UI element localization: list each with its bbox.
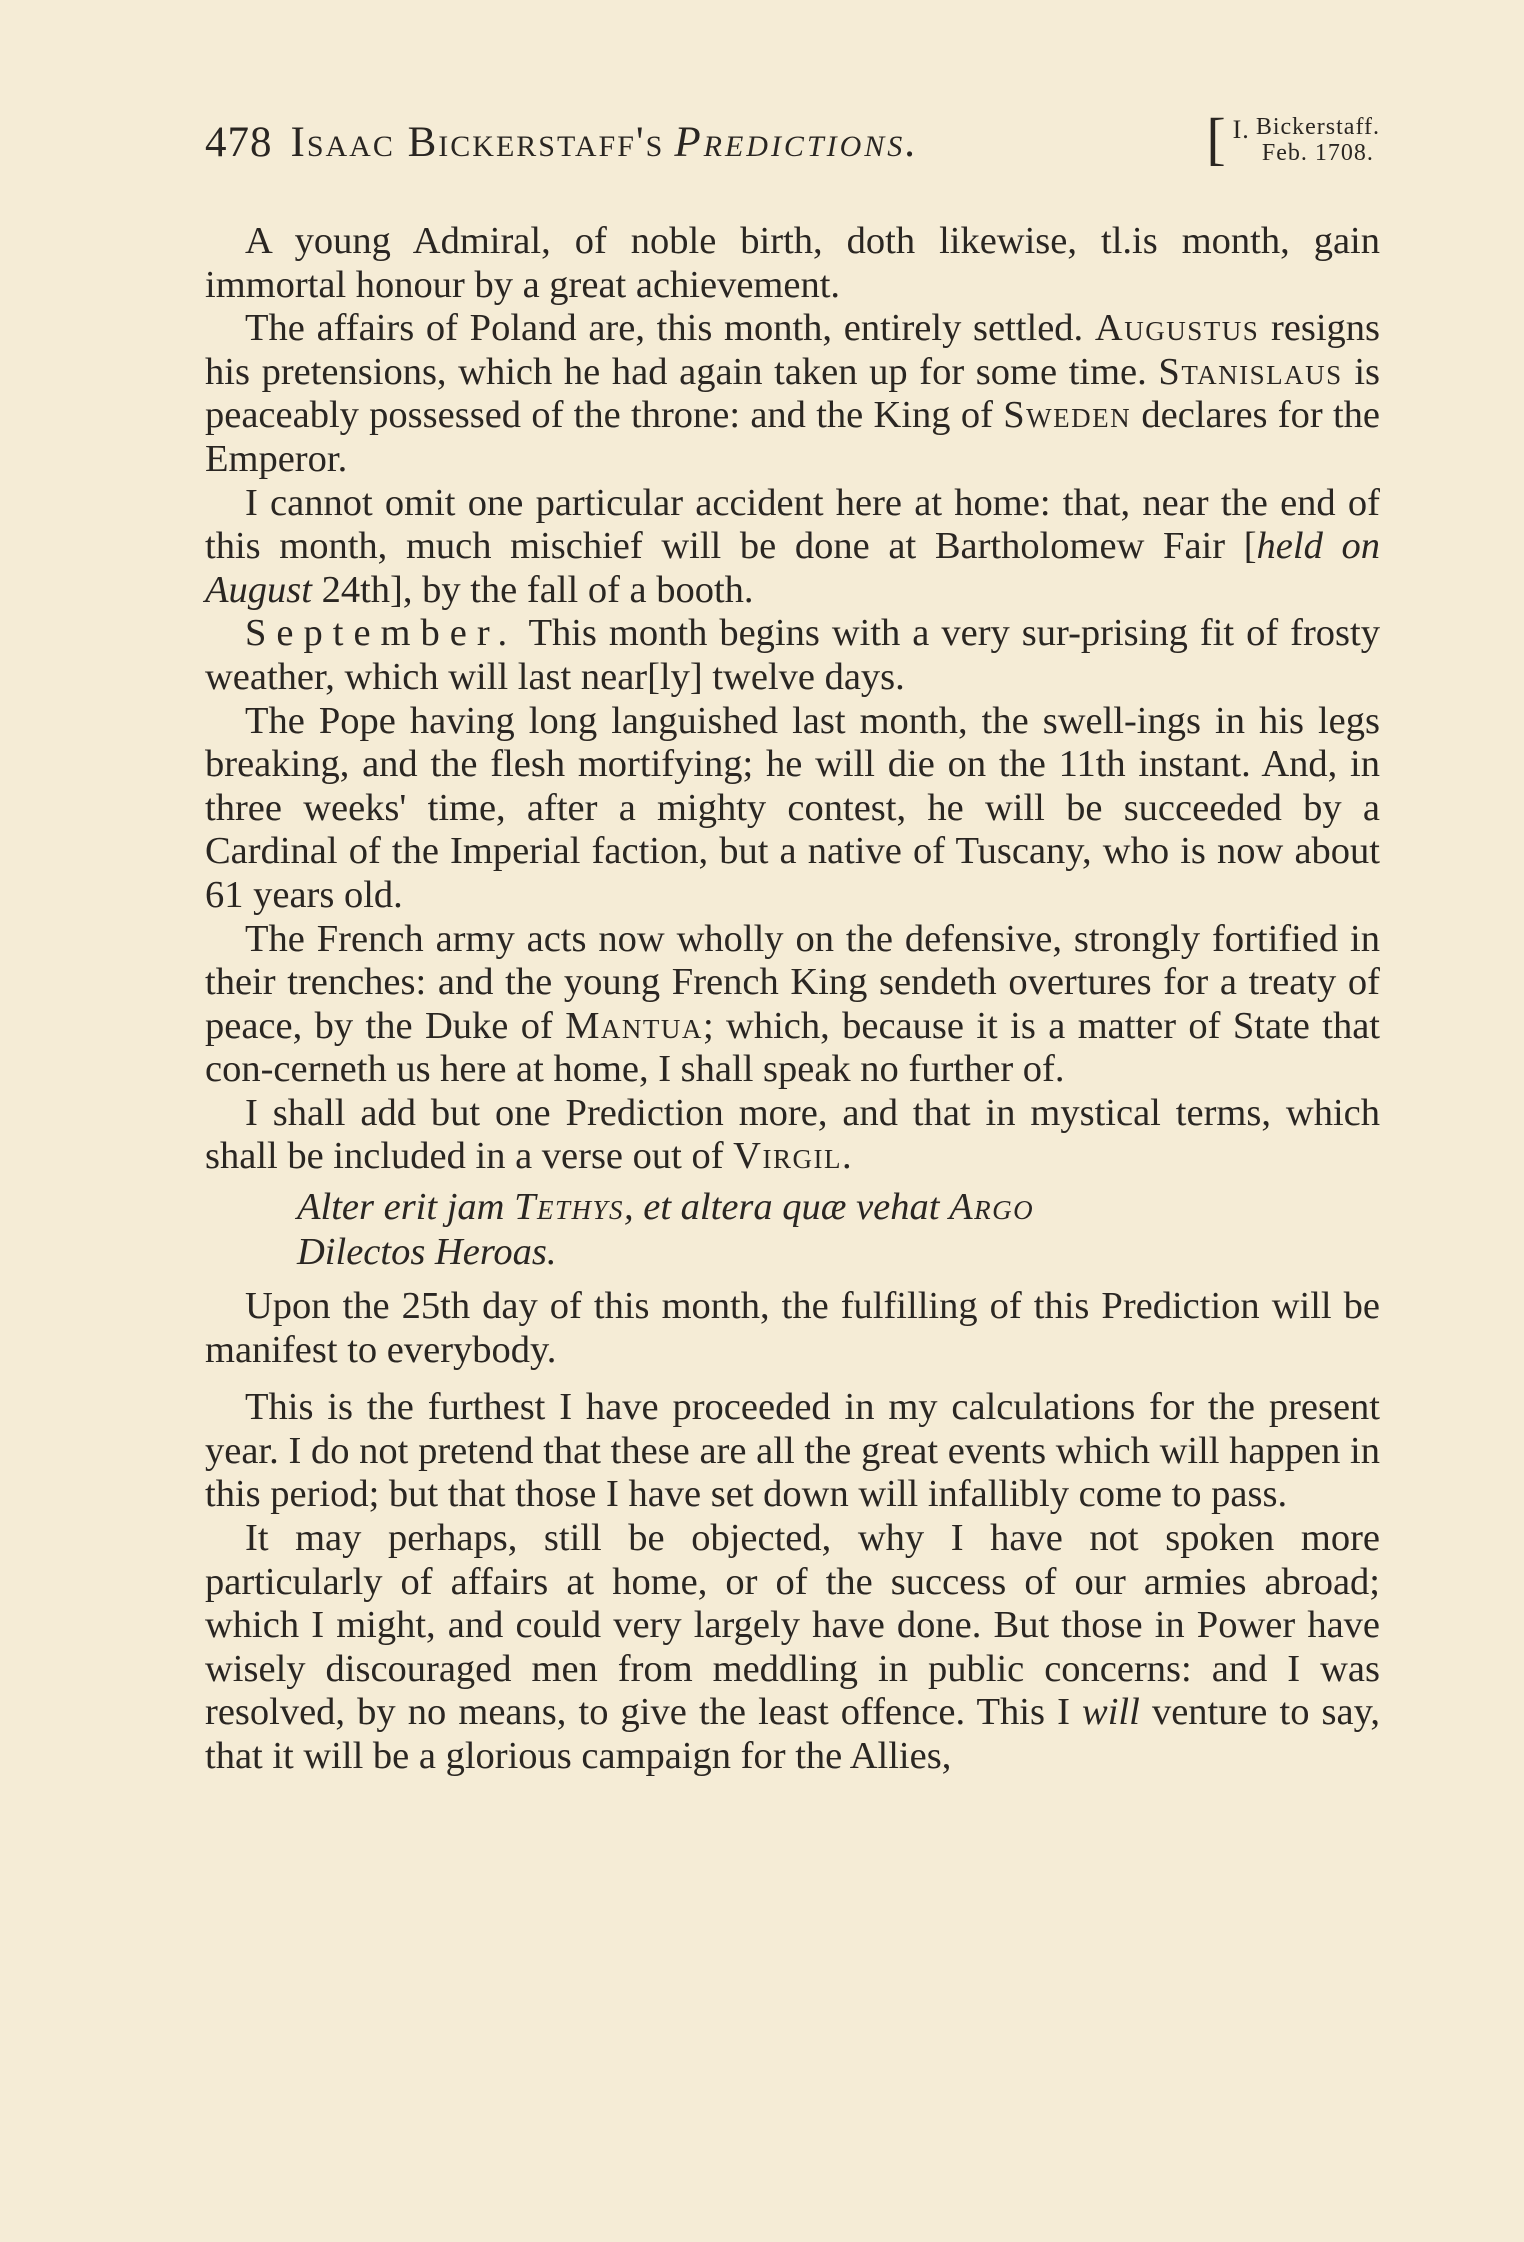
name-argo: Argo [949,1186,1035,1229]
side-note-line-1: Bickerstaff. [1255,114,1380,140]
italic-will: will [1082,1691,1140,1734]
paragraph-poland [205,307,1380,481]
text-run: declares for the Emperor. [205,394,1381,480]
side-note-number: I. [1232,115,1250,144]
text-run: ; which, because it is a matter of State that con-cerneth us here at home, I shall speak no further of. [205,1004,1380,1091]
text-run: This month begins with a very sur-prising fit of frosty weather, which will last near[ly] twelve days. [205,612,1380,698]
name-mantua: Mantua [565,1004,703,1047]
text-run: I shall add but one Prediction more, and that in mystical terms, which shall be included in a verse out of [205,1091,1380,1178]
book-page [205,108,1380,1779]
text-run: It may perhaps, still be objected, why I have not spoken more particularly of affairs at home, or of the success of our armies abroad; which I might, and could very largely have done. But those in Power have wisely discouraged men from meddling in public concerns: and I was resolved, by no means, to give the least offence. This I [205,1517,1380,1734]
name-sweden: Sweden [1003,394,1132,437]
header-title-italic: Predictions. [674,119,920,166]
month-heading: September. [245,612,518,655]
paragraph-prediction [205,1092,1380,1179]
name-stanislaus: Stanislaus [1158,350,1343,393]
name-tethys: Tethys [514,1186,625,1229]
text-run: venture to say, that it will be a glorious campaign for the Allies, [205,1691,1381,1777]
text-run: 24th [321,568,391,611]
paragraph-september [205,612,1380,699]
header-title: Isaac Bickerstaff's [290,119,665,166]
bracket-glyph: [ [1206,106,1227,171]
name-virgil: Virgil. [733,1135,854,1178]
text-run: resigns his pretensions, which he had again taken up for some time. [205,307,1381,393]
text-run: The affairs of Poland are, this month, entirely settled. [245,307,1084,350]
text-run: Alter erit jam [297,1186,505,1229]
text-run: ], by the fall of a booth. [390,568,754,611]
paragraph-admiral: A young Admiral, of noble birth, doth likewise, tl.is month, gain immortal honour by a great achievement. [205,220,1380,306]
paragraph-calculations: This is the furthest I have proceeded in my calculations for the present year. I do not pretend that these are all the great events which will happen in this period; but that those I have set down will infallibly come to pass. [205,1386,1380,1516]
paragraph-objection [205,1517,1380,1779]
header-side-note [1206,106,1380,171]
side-note-line-2: Feb. 1708. [1261,140,1374,166]
text-run: The French army acts now wholly on the defensive, strongly fortified in their trenches: and the young French King sendeth overtures for a treaty of peace, by the Duke of [205,917,1380,1047]
name-augustus: Augustus [1094,307,1260,350]
page-number: 478 [205,119,273,166]
verse-line-1 [297,1185,1380,1230]
paragraph-french-army [205,918,1380,1092]
text-run: I cannot omit one particular accident here at home: that, near the end of this month, much mischief will be done at Bartholomew Fair [ [205,481,1380,568]
running-header [205,108,1380,178]
italic-run: held on August [205,525,1380,611]
paragraph-bartholomew-fair [205,482,1380,613]
text-run: is peaceably possessed of the throne: and the King of [205,350,1380,437]
paragraph-fulfilling: Upon the 25th day of this month, the fulfilling of this Prediction will be manifest to everybody. [205,1285,1380,1371]
paragraph-pope: The Pope having long languished last month, the swell-ings in his legs breaking, and the flesh mortifying; he will die on the 11th instant. And, in three weeks' time, after a mighty contest, he will be succeeded by a Cardinal of the Imperial faction, but a native of Tuscany, who is now about 61 years old. [205,699,1380,916]
body-text [205,220,1380,1779]
latin-verse [297,1185,1380,1275]
verse-line-2: Dilectos Heroas. [297,1231,557,1274]
text-run: , et altera quæ vehat [624,1186,940,1229]
side-note-text [1256,114,1380,166]
